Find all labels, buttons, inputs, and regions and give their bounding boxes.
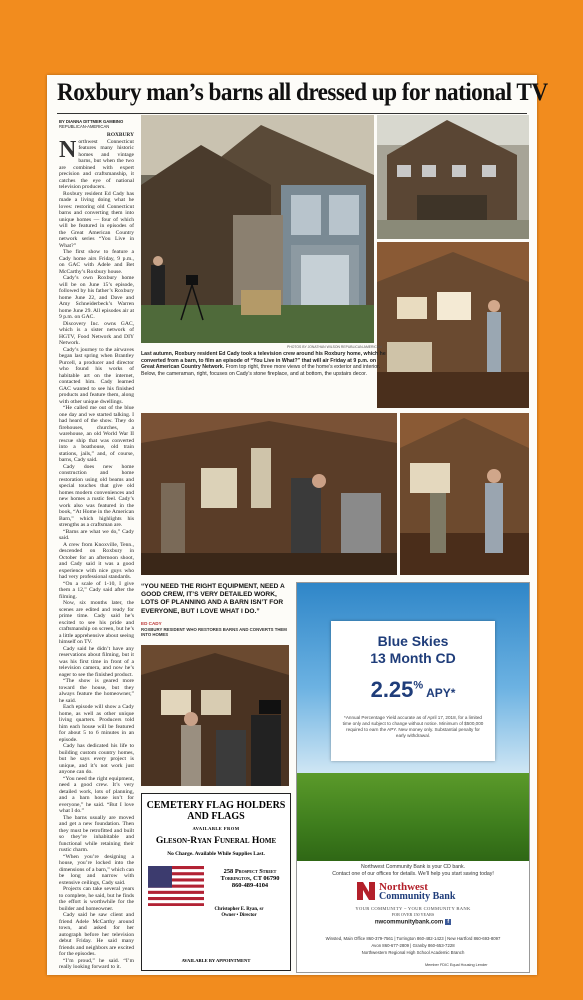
grass-image (297, 773, 529, 861)
bank-member-fdic: Member FDIC Equal Housing Lender (425, 963, 488, 967)
bank-phones-2: Avon 860-677-2809 | Granby 860-653-7228 (371, 943, 455, 948)
bank-logo-name-2: Community Bank (379, 891, 456, 902)
article-paragraph: Cady said he didn’t have any reservations about filming, but it was his first time in front of a television camera, and now he’s eager to see the finished product. (59, 645, 134, 678)
ad-owner (190, 907, 288, 919)
cd-apy: APY* (423, 686, 456, 700)
byline-name: BY DIANNA DITTMER GAMBINO (59, 119, 124, 124)
article-paragraph: Projects can take several years to complete, he said, but he finds the effort is worthwhile for the builder and homeowner. (59, 886, 134, 912)
drop-cap: N (59, 136, 77, 163)
cd-rate-percent: % (413, 679, 424, 692)
cd-rate (331, 677, 495, 703)
pull-quote-role: ROXBURY RESIDENT WHO RESTORES BARNS AND CONVERTS THEM INTO HOMES (141, 627, 287, 638)
barn-exterior-photo (141, 115, 374, 343)
ad-business-name: Gleson-Ryan Funeral Home (155, 835, 277, 846)
ad-owner-title: Owner • Director (221, 912, 257, 918)
bank-url (297, 919, 529, 926)
article-paragraph: “The show is geared more toward the house, but they always feature the homeowner,” he said. (59, 678, 134, 704)
ad-title: CEMETERY FLAG HOLDERS AND FLAGS (146, 800, 286, 822)
fireplace-interior-photo (141, 413, 397, 575)
ad-appointment: AVAILABLE BY APPOINTMENT (181, 958, 251, 963)
article-paragraph: “Barns are what we do,” Cady said. (59, 528, 134, 541)
article-paragraph: Cady’s own Roxbury home will be on June 15’s episode, followed by his father’s Roxbury home June 22, and Dave and Amy Schneiderbeck’s Warren home June 29. All episodes air at 9 p.m. on GAC. (59, 275, 134, 320)
funeral-home-ad (141, 793, 291, 971)
bank-logo (357, 881, 469, 903)
caption-bold: Last autumn, Roxbury resident Ed Cady took a television crew around his Roxbury home, which he converted from a barn, to film an episode of “You Live in What?” that will air Friday at 9 p.m. on Great American Country Network. (141, 351, 386, 371)
headline: Roxbury man’s barns all dressed up for national TV (57, 79, 548, 106)
ad-available-from: AVAILABLE FROM (192, 826, 240, 831)
photo-credit: PHOTOS BY JONATHAN WILSON REPUBLICAN-AMERICAN (287, 345, 382, 349)
bank-phones (301, 935, 525, 956)
cd-headline-2: 13 Month CD (370, 650, 456, 666)
caption-rest: From top right, three more views of the home’s exterior and interior. Below, the cameraman, right, focuses on Cady’s stone fireplace, and at bottom, the upstairs decor. (141, 364, 381, 377)
headline-rule (57, 113, 527, 114)
bank-tagline: YOUR COMMUNITY ~ YOUR COMMUNITY BANK (355, 906, 471, 911)
newspaper-page (47, 75, 548, 975)
byline-org: REPUBLICAN-AMERICAN (59, 124, 110, 129)
article-paragraph: “I’m proud,” he said. “I’m really looking forward to it. (59, 957, 134, 970)
bank-phones-1: Winsted, Main Office 860-379-7561 | Torrington 860-482-1423 | New Hartford 860-693-8097 (325, 936, 501, 941)
ad-phone: 860-489-4104 (231, 882, 269, 890)
article-paragraph: Roxbury resident Ed Cady has made a living doing what he loves: restoring old Connecticut barns and converting them into unique homes — four of which will be featured in episodes of the Great American Country network series “You Live in What?” (59, 190, 134, 249)
article-paragraph: Cady’s journey to the airwaves began last spring when Brantley Purcell, a producer and director who found his works of habitable art on the internet, contacted him. Cady learned GAC wanted to see his finished products and feature them, along with other unique dwellings. (59, 346, 134, 405)
pull-quote-name: ED CADY (141, 621, 162, 626)
pull-quote: “YOU NEED THE RIGHT EQUIPMENT, NEED A GOOD CREW, IT’S VERY DETAILED WORK, LOTS OF PLANNING AND A BARN ISN’T FOR EVERYONE, BUT I LOVE WHAT I DO.” (141, 583, 285, 615)
ad-address-street: 258 Prospect Street (223, 868, 277, 875)
ad-address (212, 868, 288, 890)
bank-logo-name-1: Northwest (379, 881, 428, 893)
dateline: ROXBURY (106, 132, 134, 138)
upstairs-decor-photo (377, 242, 529, 408)
article-paragraph: Each episode will show a Cady home, as well as other unique living quarters. Producers told him each house will be featured for about 5 to 6 minutes in an episode. (59, 704, 134, 743)
bank-line-2: Contact one of our offices for details. We’ll help you start saving today! (332, 871, 494, 877)
article-paragraph: A crew from Knoxville, Tenn., descended on Roxbury in October for an afternoon shoot, and Cady said it was a good experience with nice guys who had very professional standards. (59, 541, 134, 580)
cd-headline-1: Blue Skies (377, 633, 449, 649)
article-paragraph: Cady does new home construction and home restoration using old beams and special touches that give old homes modern conveniences and new homes a rustic feel. Cady’s work also was featured in the book, “At Home in the American Barn,” which highlights his strengths as a craftsman are. (59, 463, 134, 528)
article-paragraph: “He called me out of the blue one day and we started talking. I had heard of the show. They do firehouses, churches, a warehouse, an old World War II rescue ship that was converted into a boathouse, old train stations, jails,” and, of course, barns, Cady said. (59, 405, 134, 463)
article-paragraph: The barns usually are moved and get a new foundation. Then they must be retrofitted and built so they’re inhabitable and functional while retaining their rustic charm. (59, 814, 134, 853)
bank-tagline-2: FOR OVER 150 YEARS (391, 912, 435, 917)
article-paragraph: “When you’re designing a house, you’re locked into the dimensions of a barn,” which can be long and narrow with extensive ceilings, Cady said. (59, 853, 134, 886)
barn-side-photo (377, 115, 529, 239)
article-paragraph: “You need the right equipment, need a good crew. It’s very detailed work, lots of planning, and a barn house isn’t for everyone,” he said. “But I love what I do.” (59, 775, 134, 814)
ad-note: No Charge. Available While Supplies Last. (167, 851, 265, 857)
cd-offer-box (331, 621, 495, 761)
article-paragraph: Discovery Inc. owns GAC, which is a sister network of HGTV, Food Network and DIY Network. (59, 320, 134, 346)
american-flag-icon (148, 866, 204, 906)
article-paragraph: The first show to feature a Cady home airs Friday, 9 p.m., on GAC with Adele and Bet McCarthy’s Roxbury house. (59, 249, 134, 275)
ad-address-city: Torrington, CT 06790 (220, 875, 280, 883)
interior-room-photo (400, 413, 529, 575)
cd-fine-print: *Annual Percentage Yield accurate as of April 17, 2018, for a limited time only and subject to change without notice. Minimum of $500,000 required to earn the APY. New money only. Substantial penalty for early withdrawal. (342, 715, 484, 738)
article-paragraph: Cady said he saw client and friend Adele McCarthy around town, and asked for her autograph before her television debut Friday. He said many friends and neighbors are excited for the episodes. (59, 912, 134, 957)
facebook-icon: f (445, 919, 451, 925)
bank-logo-icon (357, 882, 375, 900)
bank-line-1: Northwest Community Bank is your CD bank. (360, 864, 466, 870)
ad-owner-name: Christopher E. Ryan, sr (214, 907, 264, 912)
bank-ad (296, 582, 530, 973)
byline (59, 119, 123, 129)
article-paragraph: Cady has dedicated his life to building custom country homes, but he says every project is unique, and it’s not work just anyone can do. (59, 743, 134, 775)
article-body (59, 132, 134, 970)
article-paragraph: “On a scale of 1-10, I give them a 12,” Cady said after the filming. (59, 580, 134, 600)
cd-rate-value: 2.25 (370, 677, 414, 702)
article-paragraph: Now, six months later, the scenes are edited and ready for prime time. Cady said he’s excited to see his pride and craftsmanship on screen, but he’s a little apprehensive about seeing himself on TV. (59, 600, 134, 645)
article-paragraph: orthwest Connecticut features many historic homes and vintage barns, but when the two are combined with expert precision and craftsmanship, it catches the eye of national television producers. (59, 138, 134, 190)
photo-caption (141, 351, 386, 377)
bank-url-text: nwcommunitybank.com (374, 919, 444, 926)
filming-interview-photo (141, 645, 289, 786)
bank-phones-3: Northwestern Regional High School Academic Branch (361, 950, 465, 955)
